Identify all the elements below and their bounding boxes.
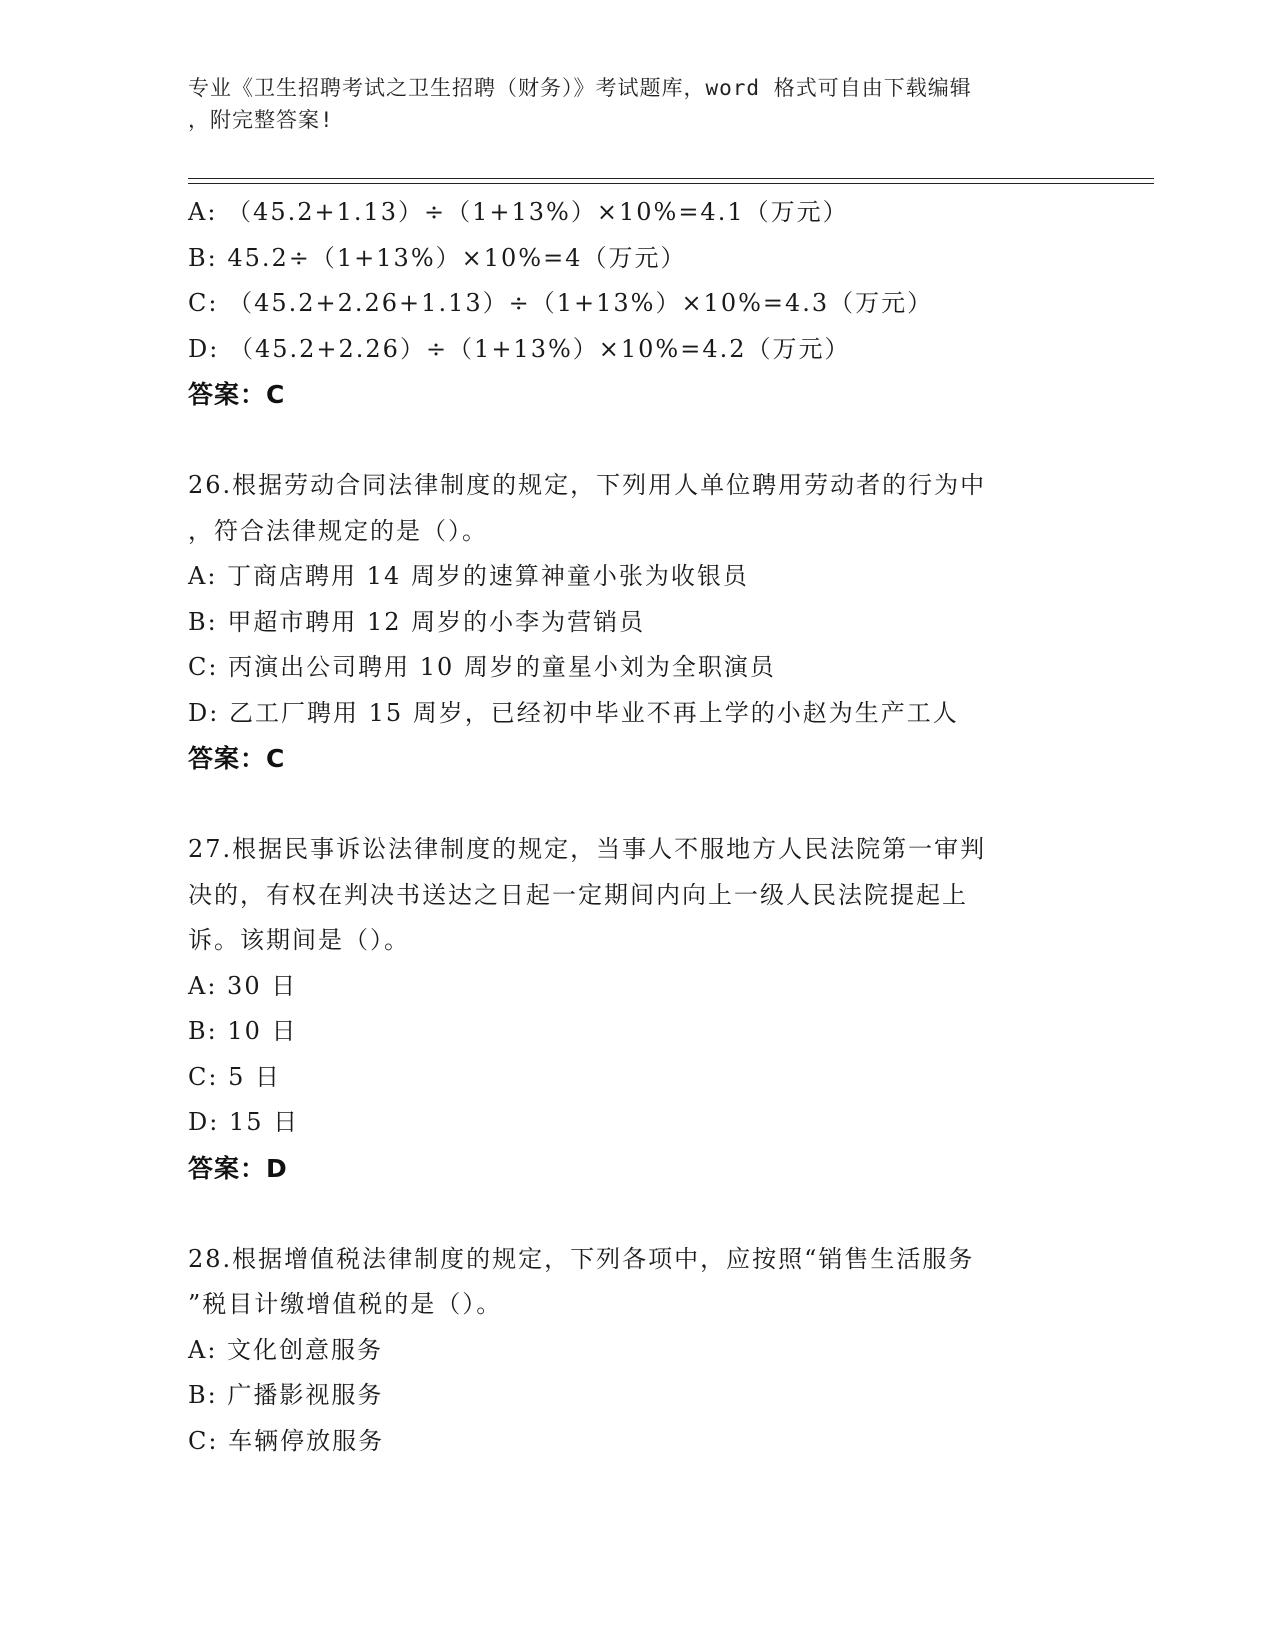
spacer [188,782,1088,828]
document-header [188,72,1068,136]
header-divider-top [188,178,1154,179]
option-a: A: 文化创意服务 [188,1335,384,1364]
option-b: B: 广播影视服务 [188,1381,384,1409]
answer-label: 答案：C [188,380,286,409]
header-divider-bottom [188,183,1154,184]
question-text-line: ，符合法律规定的是（）。 [188,516,488,545]
question-27 [188,827,1088,1191]
spacer [188,418,1088,464]
option-c: C: （45.2+2.26+1.13）÷（1+13%）×10%=4.3（万元） [188,289,934,317]
question-28 [188,1237,1088,1465]
header-line-1: 专业《卫生招聘考试之卫生招聘（财务）》考试题库，word 格式可自由下载编辑 [188,76,972,100]
option-b: B: 甲超市聘用 12 周岁的小李为营销员 [188,607,646,636]
option-b: B: 45.2÷（1+13%）×10%=4（万元） [188,243,687,272]
option-c: C: 5 日 [188,1062,281,1091]
option-c: C: 丙演出公司聘用 10 周岁的童星小刘为全职演员 [188,653,776,681]
question-text-line: 26.根据劳动合同法律制度的规定，下列用人单位聘用劳动者的行为中 [188,471,987,499]
question-26 [188,463,1088,782]
question-text-line: 28.根据增值税法律制度的规定，下列各项中，应按照“销售生活服务 [188,1244,975,1273]
option-d: D: 乙工厂聘用 15 周岁，已经初中毕业不再上学的小赵为生产工人 [188,698,959,727]
question-text-line: 27.根据民事诉讼法律制度的规定，当事人不服地方人民法院第一审判 [188,835,987,863]
option-a: A: 30 日 [188,971,298,1000]
answer-label: 答案：C [188,744,286,773]
question-text-line: 决的，有权在判决书送达之日起一定期间内向上一级人民法院提起上 [188,880,968,909]
option-d: D: 15 日 [188,1108,300,1136]
option-b: B: 10 日 [188,1017,298,1045]
option-d: D: （45.2+2.26）÷（1+13%）×10%=4.2（万元） [188,334,851,363]
question-list [188,190,1088,1464]
answer-label: 答案：D [188,1153,288,1183]
question-text-line: ”税目计缴增值税的是（）。 [188,1290,503,1318]
question-25 [188,190,1088,418]
question-text-line: 诉。该期间是（）。 [188,926,410,954]
header-line-2: ，附完整答案! [188,108,334,132]
option-a: A: 丁商店聘用 14 周岁的速算神童小张为收银员 [188,562,749,590]
option-c: C: 车辆停放服务 [188,1426,385,1455]
option-a: A: （45.2+1.13）÷（1+13%）×10%=4.1（万元） [188,198,849,226]
spacer [188,1191,1088,1237]
